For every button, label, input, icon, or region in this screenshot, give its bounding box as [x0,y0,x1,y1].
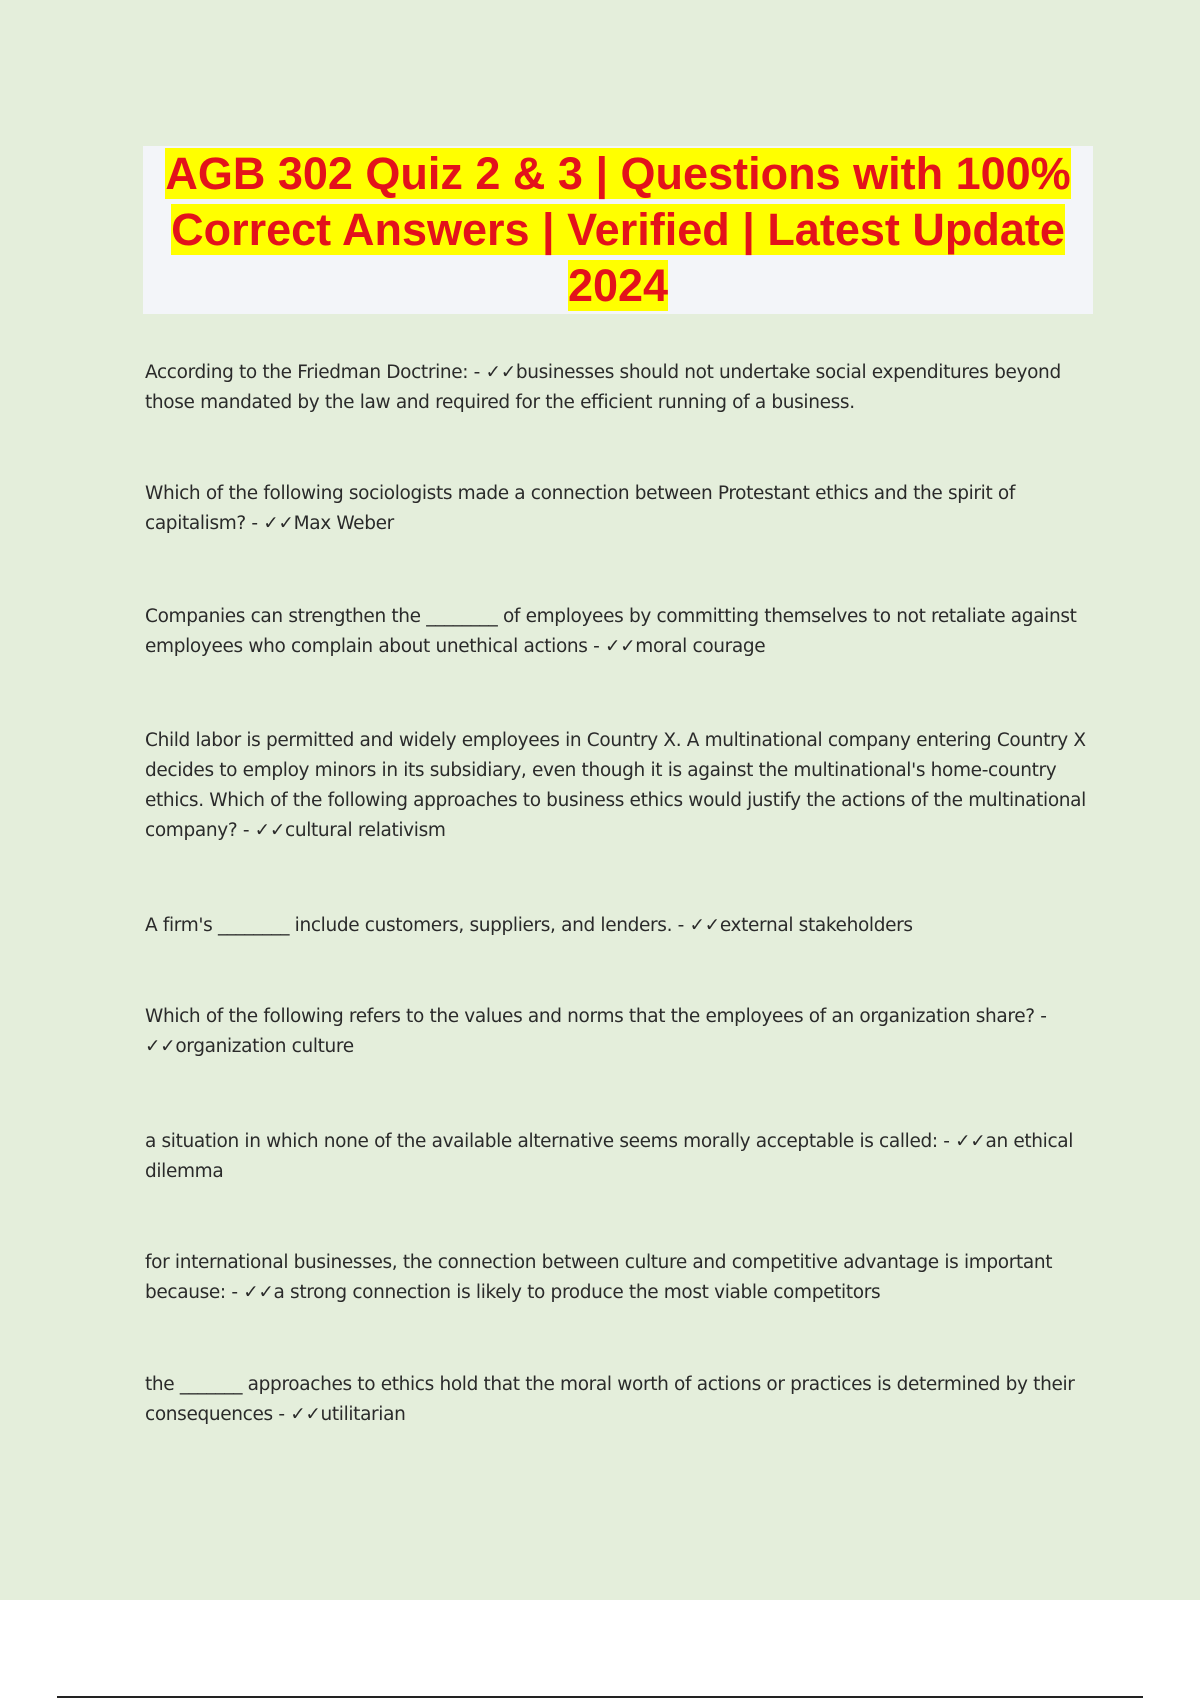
document-title [153,146,1083,314]
question-text: the _______ approaches to ethics hold that the moral worth of actions or practices is determined by their consequences [145,1374,1075,1425]
footer-divider [57,1696,1143,1698]
answer-text: utilitarian [320,1404,406,1425]
answer-checkmark: - ✓✓ [937,1131,986,1152]
answer-text: a strong connection is likely to produce the most viable competitors [273,1282,881,1303]
question-text: According to the Friedman Doctrine: [145,362,469,383]
qa-item-3 [145,602,1090,662]
answer-text: an ethical dilemma [145,1131,1074,1182]
answer-checkmark: - ✓✓ [468,362,516,383]
answer-text: businesses should not undertake social expenditures beyond those mandated by the law and required for the efficient running of a business. [145,362,1061,413]
answer-text: external stakeholders [719,915,913,936]
answer-checkmark: - ✓✓ [272,1404,321,1425]
qa-item-8 [145,1248,1090,1308]
answer-checkmark: - ✓✓ [245,513,294,534]
question-text: A firm's ________ include customers, suppliers, and lenders. [145,915,673,936]
qa-item-5 [145,911,1090,941]
answer-checkmark: - ✓✓ [145,1006,1047,1057]
qa-item-2 [145,479,1090,539]
qa-item-6 [145,1002,1090,1062]
qa-item-1 [145,358,1090,418]
answer-text: Max Weber [293,513,394,534]
question-text: Child labor is permitted and widely employees in Country X. A multinational company entering Country X decides to employ minors in its subsidiary, even though it is against the multinational's home-country ethics. Which of the following approaches to business ethics would justify the actions of the multinational company? [145,730,1086,841]
answer-text: organization culture [175,1036,354,1057]
question-text: Which of the following sociologists made a connection between Protestant ethics and the spirit of capitalism? [145,483,1016,534]
answer-text: cultural relativism [285,820,446,841]
answer-checkmark: - ✓✓ [587,636,636,657]
question-text: a situation in which none of the available alternative seems morally acceptable is called: [145,1131,938,1152]
answer-text: moral courage [635,636,766,657]
title-highlight: AGB 302 Quiz 2 & 3 | Questions with 100% Correct Answers | Verified | Latest Update 2024 [165,148,1071,311]
question-text: Which of the following refers to the values and norms that the employees of an organization share? [145,1006,1035,1027]
title-banner [143,146,1093,314]
answer-checkmark: - ✓✓ [237,820,285,841]
qa-item-9 [145,1370,1090,1430]
answer-checkmark: - ✓✓ [225,1282,274,1303]
question-text: for international businesses, the connection between culture and competitive advantage is important because: [145,1252,1053,1303]
question-text: Companies can strengthen the ________ of employees by committing themselves to not retaliate against employees who complain about unethical actions [145,606,1077,657]
qa-item-4 [145,726,1090,846]
qa-item-7 [145,1127,1090,1187]
answer-checkmark: - ✓✓ [672,915,720,936]
